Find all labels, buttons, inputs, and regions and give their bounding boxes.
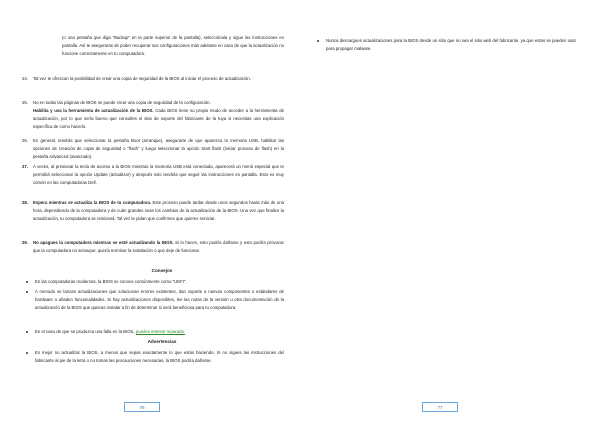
tip-text: En las computadoras modernas, la BIOS se conoce comúnmente como "UEFI".: [35, 279, 187, 284]
warning-text: Nunca descargues actualizaciones para la BIOS desde un sitio que no sea el sitio web del fabricante, ya que estas se pueden usar para propagar malware.: [326, 38, 576, 52]
warning-text: Es mejor no actualizar la BIOS, a menos que sepas exactamente lo que estás haciendo. Si no sigues las instrucciones del fabricante al pie de la letra o no tomas las precauciones necesarias, la BIOS podría dañarse.: [35, 350, 284, 364]
warnings-heading: Advertencias: [147, 339, 177, 344]
step-text: Tal vez te ofrezcan la posibilidad de crear una copia de seguridad de la BIOS al iniciar el proceso de actualización.: [33, 76, 251, 81]
step-paragraph: [33, 199, 284, 224]
right-page: [300, 0, 600, 424]
step-bold: No apagues la computadora mientras se esté actualizando la BIOS.: [33, 240, 174, 245]
step-text: A veces, al presionar la tecla de acceso a la BIOS mientras la memoria USB está conectada, aparecerá un menú especial que te permitirá seleccionar la opción Update (actualizar) y después solo tendrás que seguir las instrucciones en pantalla. Esto es muy común en las computadoras Dell.: [33, 164, 284, 186]
step-number: 25.: [22, 100, 28, 105]
repair-link[interactable]: puedes intentar repararla.: [135, 329, 186, 334]
step-number: 27.: [22, 164, 28, 169]
page-number: 76: [124, 402, 160, 412]
tip-paragraph: [35, 328, 284, 336]
step-text: No en todas las páginas de BIOS se puede crear una copia de seguridad de la configuración.: [33, 100, 211, 105]
page-number: 77: [422, 402, 458, 412]
step-text: En general, tendrás que seleccionar la pestaña Boot (arranque), asegurarte de que aparezca la memoria USB, habilitar las opciones de creación de copia de seguridad o "flash" y luego seleccionar la opción Start flash (iniciar proceso de flash) en la pestaña Advanced (avanzado).: [33, 138, 284, 160]
bullet-icon: [26, 281, 28, 283]
step-paragraph: [33, 239, 284, 255]
step-text: Cada BIOS tiene su propio modo de acceder a la herramienta de actualización, por lo que sería bueno que consultes el sitio de soporte del fabricante de la tuya si necesitas una explicación específica de como hacerlo.: [33, 108, 284, 130]
step-number: 26.: [22, 138, 28, 143]
step-bold: Espera mientras se actualiza la BIOS de tu computadora.: [33, 200, 152, 205]
bullet-icon: [26, 331, 28, 333]
step-number: 24.: [22, 76, 28, 81]
step-number: 29.: [22, 240, 28, 245]
step-text: Si lo haces, esto podría dañarse y esto podría provocar que la computadora no arranque; quería terminar la instalación o que deje de funcionar.: [33, 240, 284, 254]
step-bold: Habilita y usa la herramienta de actualización de la BIOS.: [33, 108, 154, 113]
tip-text: A menudo se lanzan actualizaciones que solucionan errores existentes, dan soporte a nuevos componentes o estándares de hardware o añaden funcionalidades. Si hay actualizaciones disponibles, lee las notas de la versión u otra documentación de la actualización de la BIOS que quieras instalar a fin de determinar si será beneficiosa para tu computadora.: [35, 289, 284, 311]
step-paragraph: [33, 107, 284, 132]
tip-text: En el caso de que se produzca una falla en la BIOS,: [35, 329, 135, 334]
bullet-icon: [26, 352, 28, 354]
step-number: 28.: [22, 200, 28, 205]
step-text: Este proceso puede tardar desde unos segundos hasta más de una hora, dependiendo de la computadora y de cuán grandes sean los cambios de la actualización de la BIOS. Una vez que finalice la actualización, tu computadora se reiniciará. Tal vez te pidan que confirmes que quieres reiniciar.: [33, 200, 284, 222]
tips-heading: Consejos: [151, 268, 173, 273]
bullet-icon: [317, 40, 319, 42]
bullet-icon: [26, 291, 28, 293]
intro-paragraph: (o una pestaña que diga "Backup" en la parte superior de la pantalla), selecciónala y sigue las instrucciones en pantalla. Así te aseguraras de poder recuperar sus configuraciones más adelante en caso de que la actualización no funcione correctamente en tu computadora.: [62, 35, 284, 57]
